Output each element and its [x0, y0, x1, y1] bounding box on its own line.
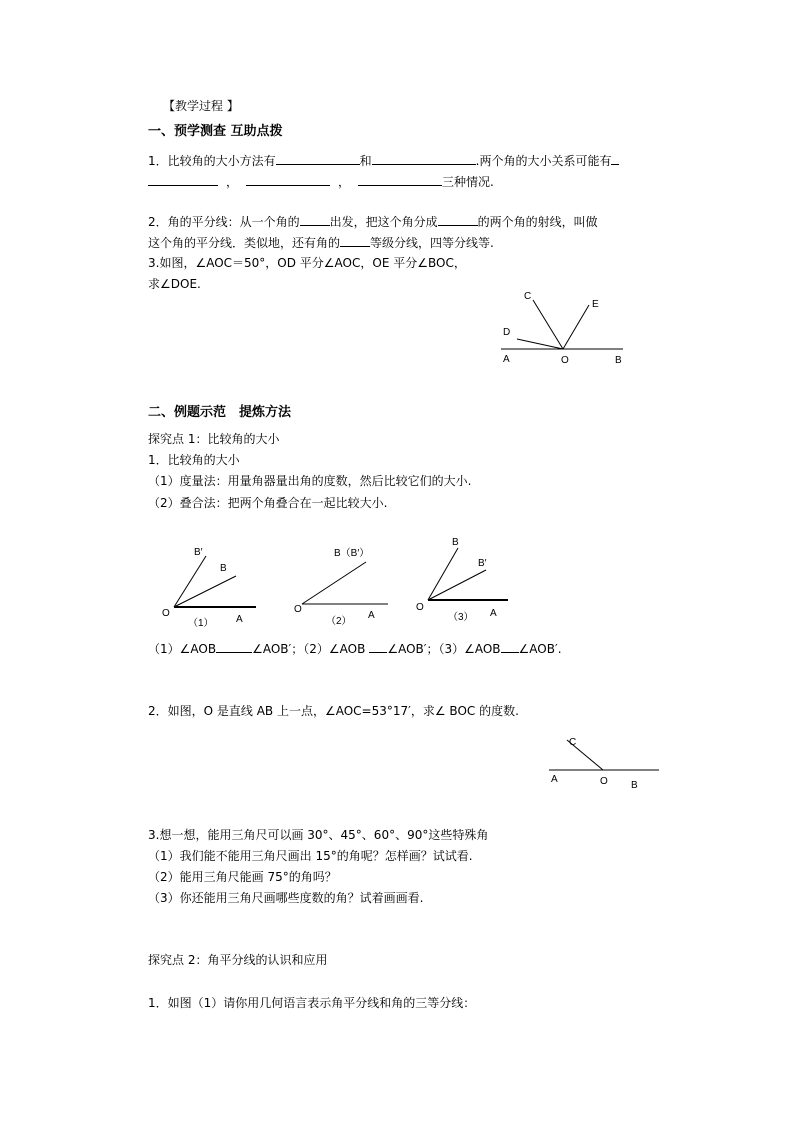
label-b: B	[452, 537, 459, 548]
label-b: B	[615, 355, 622, 366]
part1-q2-line1	[148, 213, 598, 230]
q1-text-d: 三种情况.	[442, 175, 494, 189]
label-b-prime: B′	[478, 558, 487, 569]
label-a: A	[490, 608, 497, 619]
q2-text-a: 2．角的平分线：从一个角的	[148, 215, 300, 229]
explore2-title: 探究点 2：角平分线的认识和应用	[148, 953, 328, 967]
q2-text-e: 等级分线，四等分线等.	[370, 236, 494, 250]
ray-ob	[302, 562, 366, 604]
label-a: A	[503, 354, 510, 365]
label-o: O	[294, 604, 302, 615]
q2-blank-1	[300, 213, 330, 226]
ray-od	[517, 339, 563, 349]
figure-number: （2）	[326, 616, 352, 627]
compare-blank-2	[369, 640, 387, 653]
q1-sep-2: ，	[337, 175, 350, 189]
part1-q2-line2	[148, 234, 494, 251]
label-o: O	[561, 355, 569, 366]
label-a: A	[368, 610, 375, 621]
label-a: A	[236, 614, 243, 625]
label-c: C	[524, 291, 532, 302]
figure-number: （1）	[188, 618, 214, 629]
compare-figure-1	[158, 540, 268, 635]
compare-fill-line	[148, 640, 562, 657]
compare-text-1a: （1）∠AOB	[148, 642, 217, 656]
q2-text-c: 的两个角的射线，叫做	[477, 215, 598, 229]
compare-text-2b: ∠AOB′；（3）∠AOB	[387, 642, 501, 656]
q1-sep-1: ，	[225, 175, 238, 189]
part2-q3-2: （2）能用三角尺能画 75°的角吗？	[148, 870, 337, 884]
compare-text-1b: ∠AOB′；（2）∠AOB	[252, 642, 366, 656]
ray-oc	[533, 300, 563, 349]
part1-q1-line2	[148, 173, 494, 190]
explore1-title: 探究点 1：比较角的大小	[148, 432, 280, 446]
q2-text-b: 出发，把这个角分成	[329, 215, 438, 229]
explore1-item1: 1．比较角的大小	[148, 453, 240, 467]
part1-q3-line1: 3.如图，∠AOC＝50°，OD 平分∠AOC，OE 平分∠BOC，	[148, 256, 466, 270]
q1-blank-3	[611, 152, 619, 165]
q1-blank-6	[358, 173, 442, 186]
part2-q2: 2．如图，O 是直线 AB 上一点，∠AOC=53°17′，求∠ BOC 的度数.	[148, 704, 519, 718]
explore2-q1: 1．如图（1）请你用几何语言表示角平分线和角的三等分线：	[148, 996, 476, 1010]
label-c: C	[569, 737, 577, 748]
q1-blank-5	[246, 173, 330, 186]
compare-figure-3	[410, 530, 520, 630]
q2-text-d: 这个角的平分线．类似地，还有角的	[148, 236, 341, 250]
label-o: O	[162, 608, 170, 619]
section-header: 【教学过程 】	[163, 99, 239, 113]
part1-q3-line2: 求∠DOE.	[148, 277, 201, 291]
label-b-b-prime: B（B′）	[334, 548, 370, 559]
compare-blank-1	[216, 640, 252, 653]
part1-title: 一、预学测查 互助点拨	[148, 124, 283, 139]
part2-q3-3: （3）你还能用三角尺画哪些度数的角？试着画画看.	[148, 891, 424, 905]
ray-oe	[563, 305, 589, 349]
part2-title: 二、例题示范 提炼方法	[148, 405, 292, 420]
part2-q3-title: 3.想一想，能用三角尺可以画 30°、45°、60°、90°这些特殊角	[148, 828, 489, 842]
q1-text-c: .两个角的大小关系可能有	[475, 154, 612, 168]
label-a: A	[551, 774, 558, 785]
label-o: O	[600, 776, 608, 787]
compare-figure-2	[290, 540, 410, 635]
label-e: E	[592, 299, 599, 310]
label-b-prime: B′	[194, 547, 203, 558]
q2-blank-3	[340, 234, 370, 247]
q2-blank-2	[438, 213, 478, 226]
figure-aoc-bisectors	[495, 285, 635, 370]
compare-blank-3	[501, 640, 519, 653]
part2-q3-1: （1）我们能不能用三角尺画出 15°的角呢？怎样画？试试看.	[148, 849, 473, 863]
method-measure: （1）度量法：用量角器量出角的度数，然后比较它们的大小.	[148, 474, 472, 488]
q1-blank-2	[372, 152, 476, 165]
q1-blank-1	[276, 152, 360, 165]
label-d: D	[503, 327, 511, 338]
q1-text-b: 和	[359, 154, 372, 168]
label-o: O	[416, 602, 424, 613]
part1-q1-line1	[148, 152, 619, 169]
compare-text-3b: ∠AOB′.	[518, 642, 562, 656]
figure-number: （3）	[448, 612, 474, 623]
q1-text-a: 1．比较角的大小方法有	[148, 154, 276, 168]
method-overlap: （2）叠合法：把两个角叠合在一起比较大小.	[148, 496, 388, 510]
label-b: B	[631, 780, 638, 791]
q1-blank-4	[148, 173, 218, 186]
figure-straight-angle	[545, 732, 665, 794]
label-b: B	[220, 563, 227, 574]
